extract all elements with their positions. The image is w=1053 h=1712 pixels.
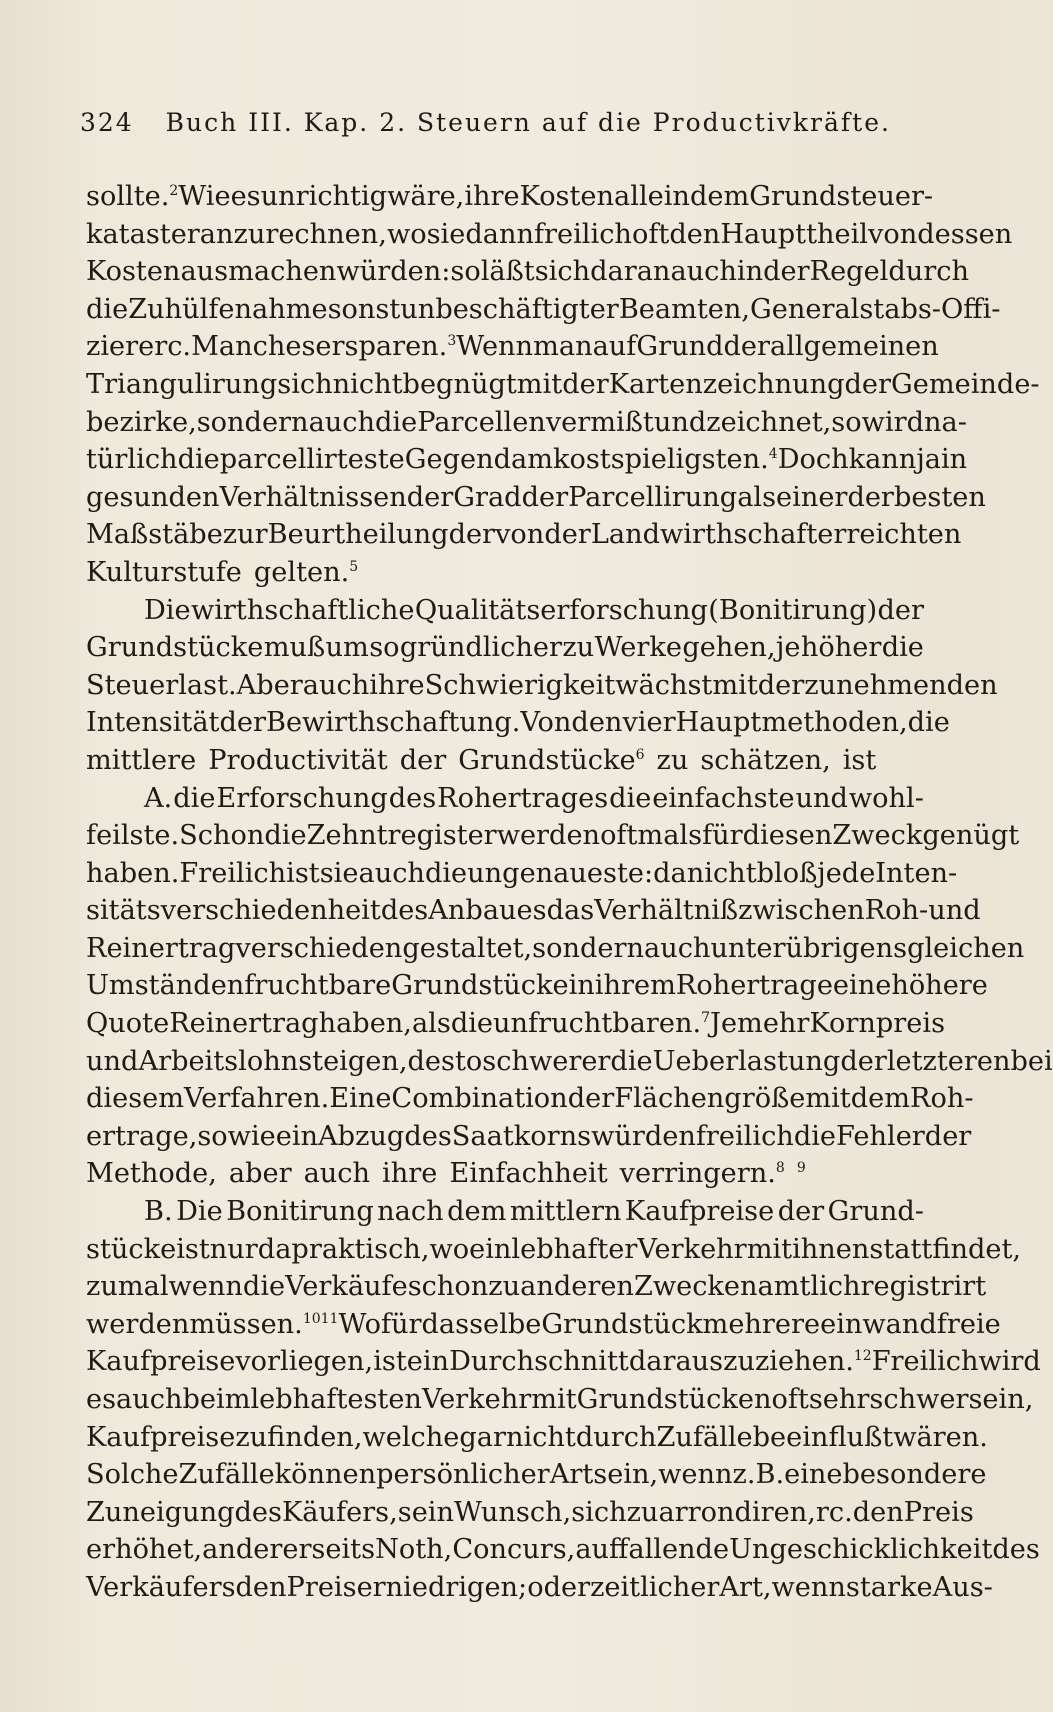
footnote-ref: 4	[768, 446, 778, 463]
text-line: stücke ist nur da praktisch, wo ein lebhafter Verkehr mit ihnen stattfindet,	[86, 1233, 1022, 1265]
text-line: es auch beim lebhaftesten Verkehr mit Grundstücken oft sehr schwer sein,	[86, 1384, 1034, 1415]
text-line: B. Die Bonitirung nach dem mittlern Kaufpreise der Grund-	[144, 1196, 924, 1228]
footnote-ref: 6	[635, 746, 645, 763]
text-line: kataster anzurechnen, wo sie dann freilich oft den Haupttheil von dessen	[86, 218, 1013, 250]
footnote-ref: 11	[320, 1310, 339, 1327]
text-line: Triangulirung sich nicht begnügt mit der Kartenzeichnung der Gemeinde-	[86, 368, 1040, 400]
footnote-ref: 5	[349, 558, 359, 575]
running-title: Buch III. Kap. 2. Steuern auf die Productivkräfte.	[165, 108, 891, 137]
text-line: Intensität der Bewirthschaftung. Von den vier Hauptmethoden, die	[86, 707, 950, 739]
text-line: die Zuhülfenahme sonst unbeschäftigter Beamten, Generalstabs-Offi-	[86, 293, 1001, 325]
text-line: Steuerlast. Aber auch ihre Schwierigkeit wächst mit der zunehmenden	[86, 669, 998, 701]
text-line: mittlere Productivität der Grundstücke$^6$ zu schätzen, ist	[86, 744, 877, 776]
text-line: türlich die parcellirteste Gegend am kostspieligsten.$^4$ Doch kann ja in	[86, 444, 968, 476]
footnote-ref: 2	[169, 182, 179, 199]
text-line: diesem Verfahren. Eine Combination der Flächengröße mit dem Roh-	[86, 1083, 974, 1115]
text-line: A. die Erforschung des Rohertrages die einfachste und wohl-	[144, 782, 924, 814]
text-line: sitätsverschiedenheit des Anbaues das Verhältniß zwischen Roh- und	[86, 895, 981, 927]
text-line: werden müssen.$^{10}$ $^{11}$ Wo für dasselbe Grundstück mehrere einwandfreie	[86, 1308, 1001, 1340]
text-line: Quote Reinertrag haben, als die unfruchtbaren.$^7$ Je mehr Kornpreis	[86, 1008, 946, 1040]
text-line: bezirke, sondern auch die Parcellen vermißt und zeichnet, so wird na-	[86, 406, 967, 438]
text-line: Die wirthschaftliche Qualitätserforschung (Bonitirung) der	[144, 594, 924, 626]
text-line: erhöhet, andererseits Noth, Concurs, auffallende Ungeschicklichkeit des	[86, 1534, 1040, 1566]
footnote-ref: 8	[775, 1160, 785, 1177]
text-line: sollte.$^2$ Wie es unrichtig wäre, ihre Kosten allein dem Grundsteuer-	[86, 181, 934, 212]
footnote-ref: 9	[796, 1160, 806, 1177]
text-line: gesunden Verhältnissen der Grad der Parcellirung als einer der besten	[86, 481, 986, 513]
text-line: Reinertrag verschieden gestaltet, sondern auch unter übrigens gleichen	[86, 932, 1025, 964]
text-line: Grundstücke muß um so gründlicher zu Werke gehen, je höher die	[86, 632, 924, 664]
text-line: haben. Freilich ist sie auch die ungenaueste: da nicht bloß jede Inten-	[86, 857, 958, 889]
text-line: Verkäufers den Preis erniedrigen; oder zeitlicher Art, wenn starke Aus-	[86, 1571, 993, 1603]
text-line: Umständen fruchtbare Grundstücke in ihrem Rohertrage eine höhere	[86, 970, 988, 1002]
text-line: ziere rc. Manches ersparen.$^3$ Wenn man auf Grund der allgemeinen	[86, 331, 939, 363]
text-line: Zuneigung des Käufers, sein Wunsch, sich zu arrondiren, rc. den Preis	[86, 1496, 974, 1528]
text-line: feilste. Schon die Zehntregister werden oftmals für diesen Zweck genügt	[86, 820, 1020, 852]
footnote-ref: 12	[853, 1348, 872, 1365]
running-header	[80, 108, 940, 137]
footnote-ref: 10	[302, 1310, 321, 1327]
text-line: Kaufpreise zu finden, welche gar nicht durch Zufälle beeinflußt wären.	[86, 1421, 988, 1453]
text-line: Maßstäbe zur Beurtheilung der von der Landwirthschaft erreichten	[86, 519, 962, 551]
text-line: Methode, aber auch ihre Einfachheit verringern.$^8$ $^9$	[86, 1158, 806, 1190]
footnote-ref: 7	[701, 1010, 711, 1026]
text-line: Kosten ausmachen würden: so läßt sich daran auch in der Regel durch	[86, 256, 970, 288]
text-line: ertrage, sowie ein Abzug des Saatkorns würden freilich die Fehler der	[86, 1120, 972, 1152]
text-line: Solche Zufälle können persönlicher Art sein, wenn z. B. eine besondere	[86, 1459, 987, 1491]
page-number: 324	[80, 108, 134, 137]
text-line: zumal wenn die Verkäufe schon zu anderen Zwecken amtlich registrirt	[86, 1271, 987, 1303]
text-line: Kaufpreise vorliegen, ist ein Durchschnitt daraus zu ziehen.$^{12}$ Freilich wird	[86, 1346, 1041, 1378]
footnote-ref: 3	[447, 333, 457, 350]
text-line: Kulturstufe gelten.$^5$	[86, 556, 359, 588]
body-text	[86, 178, 1053, 1607]
text-line: und Arbeitslohn steigen, desto schwerer die Ueberlastung der letzteren bei	[86, 1045, 1053, 1077]
